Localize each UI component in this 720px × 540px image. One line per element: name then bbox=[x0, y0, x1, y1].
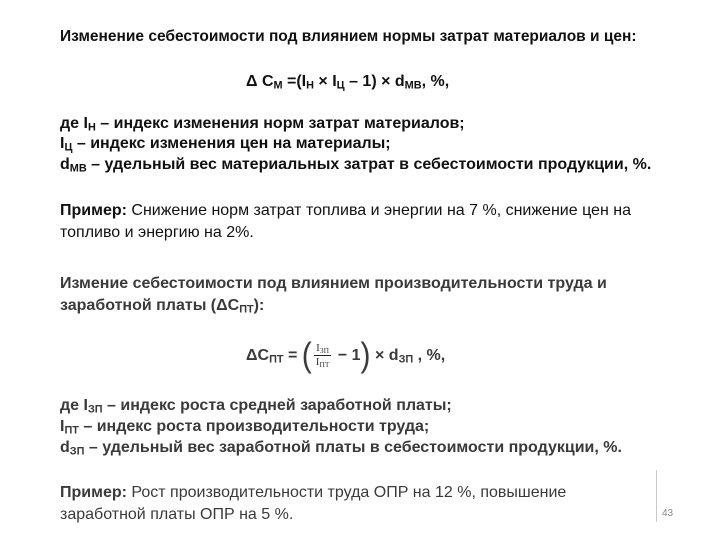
section1-example-line1: Пример: Снижение норм затрат топлива и энергии на 7 %, снижение цен на bbox=[60, 202, 631, 219]
section2-example-label: Пример: bbox=[60, 484, 127, 501]
section1-def-3: $d_{МВ}$ – удельный вес материальных затрат в себестоимости продукции, %. bbox=[60, 156, 652, 175]
section2-def-3: $d_{ЗП}$ – удельный вес заработной платы в себестоимости продукции, %. bbox=[60, 439, 622, 458]
section2-example-line1: Пример: Рост производительности труда ОПР на 12 %, повышение bbox=[60, 484, 567, 501]
section1-def-2: $I_Ц$ – индекс изменения цен на материалы; bbox=[60, 135, 391, 154]
section2-title-line1: Измение себестоимости под влиянием производительности труда и bbox=[60, 275, 607, 292]
section1-title: Изменение себестоимости под влиянием нормы затрат материалов и цен: bbox=[60, 28, 637, 45]
section2-def-1: де $I_{ЗП}$ – индекс роста средней заработной платы; bbox=[60, 397, 452, 416]
page-number: 43 bbox=[662, 508, 674, 519]
section2-def-2: $I_{ПТ}$ – индекс роста производительности труда; bbox=[60, 418, 430, 437]
section2-formula: $\Delta C_{ПТ}$ = ( $\frac{I_{ЗП}}{I_{ПТ}}$ − $1) \times d_{ЗП}$ , %, bbox=[246, 336, 446, 375]
section2-formula-fraction: $\frac{I_{ЗП}}{I_{ПТ}}$ bbox=[315, 342, 330, 370]
section1-example-label: Пример: bbox=[60, 202, 127, 219]
section1-def-1: де $I_Н$ – индекс изменения норм затрат материалов; bbox=[60, 115, 465, 134]
footer-divider bbox=[656, 470, 657, 522]
section1-example-line2: топливо и энергию на 2%. bbox=[60, 224, 254, 241]
section2-title-line2: заработной платы $(\Delta C_{ПТ})$: bbox=[60, 297, 265, 316]
section1-formula: Δ $C_М =(I_Н \times I_Ц - 1) \times d_{МВ}$, %, bbox=[246, 73, 450, 92]
section2-example-line2: заработной платы ОПР на 5 %. bbox=[60, 506, 294, 523]
